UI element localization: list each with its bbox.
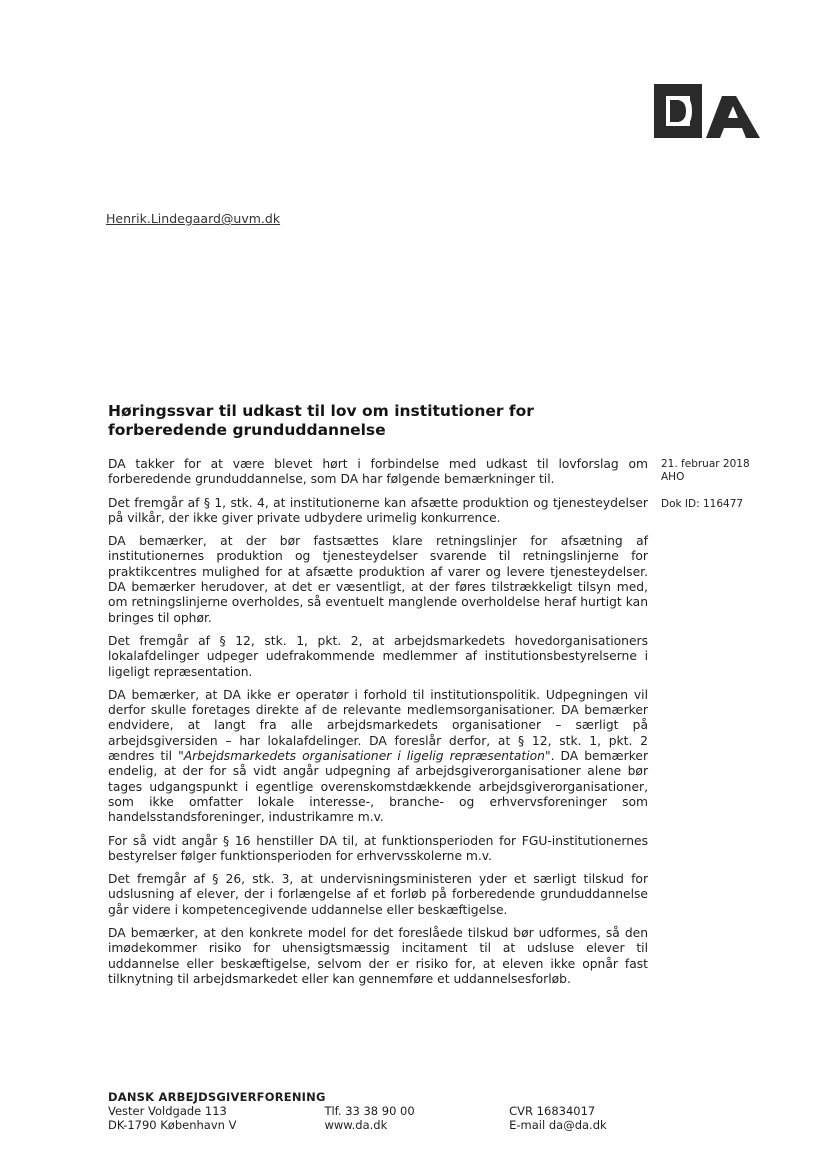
letter-footer: [108, 1090, 668, 1132]
organization-name: DANSK ARBEJDSGIVERFORENING: [108, 1090, 326, 1104]
da-logo: [652, 82, 762, 140]
author-initials: AHO: [661, 471, 685, 483]
paragraph: For så vidt angår § 16 henstiller DA til, at funktionsperioden for FGU-institutionernes bestyrelser følger funktionsperioden for erhvervsskolerne m.v.: [108, 833, 648, 863]
footer-contact: [324, 1104, 509, 1132]
paragraph: Det fremgår af § 1, stk. 4, at institutionerne kan afsætte produktion og tjenesteydelser på vilkår, der ikke giver private udbydere urimelig konkurrence.: [108, 495, 648, 525]
recipient-email: Henrik.Lindegaard@uvm.dk: [106, 211, 281, 226]
paragraph-text: . DA bemærker endelig, at der for så vidt angår udpegning af arbejdsgiverorganisationer alene bør tages udgangspunkt i egentlige overenskomstdækkende arbejdsgiverorganisationer, som ikke omfatter lokale interesse-, branche- og erhvervsforeninger som handelsstandsforeninger, industrikamre m.v.: [108, 749, 648, 825]
paragraph-text: DA bemærker, at DA ikke er operatør i forhold til institutionspolitik. Udpegningen vil derfor skulle foretages direkte af de relevante medlemsorganisationer. DA bemærker endvidere, at langt fra alle arbejdsmarkedets organisationer – særligt på arbejdsgiversiden – har lokalafdelinger. DA foreslår derfor, at § 12, stk. 1, pkt. 2 ændres til: [108, 687, 648, 764]
document-date: 21. februar 2018: [661, 458, 750, 470]
document-meta: [661, 458, 781, 511]
address-line: Vester Voldgade 113: [108, 1104, 227, 1118]
cvr-number: CVR 16834017: [509, 1104, 596, 1118]
paragraph: DA bemærker, at den konkrete model for det foreslåede tilskud bør udformes, så den imødekommer risiko for uhensigtsmæssig incitament til at udsluse elever til uddannelse eller beskæftigelse, selvom der er risiko for, at eleven ikke opnår fast tilknytning til arbejdsmarkedet eller kan gennemføre et uddannelsesforløb.: [108, 926, 648, 986]
footer-columns: [108, 1104, 668, 1132]
quoted-proposal: "Arbejdsmarkedets organisationer i ligelig repræsentation": [178, 749, 551, 764]
address-line: DK-1790 København V: [108, 1118, 237, 1132]
footer-registration: [509, 1104, 668, 1132]
paragraph: [108, 688, 648, 826]
footer-address: [108, 1104, 324, 1132]
paragraph: DA bemærker, at der bør fastsættes klare retningslinjer for afsætning af institutionernes produktion og tjenesteydelser svarende til retningslinjerne for praktikcentres mulighed for at afsætte produktion af varer og levere tjenesteydelser. DA bemærker herudover, at det er væsentligt, at der føres tilstrækkeligt tilsyn med, om retningslinjerne overholdes, så eventuelt manglende overholdelse heraf hurtigt kan bringes til ophør.: [108, 534, 648, 625]
website-link[interactable]: www.da.dk: [324, 1118, 388, 1132]
email-link[interactable]: E-mail da@da.dk: [509, 1118, 607, 1132]
phone-number: Tlf. 33 38 90 00: [324, 1104, 415, 1118]
paragraph: DA takker for at være blevet hørt i forbindelse med udkast til lovforslag om forberedende grunduddannelse, som DA har følgende bemærkninger til.: [108, 457, 648, 487]
paragraph: Det fremgår af § 12, stk. 1, pkt. 2, at arbejdsmarkedets hovedorganisationers lokalafdelinger udpeger udefrakommende medlemmer af institutionsbestyrelserne i ligeligt repræsentation.: [108, 633, 648, 679]
paragraph: Det fremgår af § 26, stk. 3, at undervisningsministeren yder et særligt tilskud for udslusning af elever, der i forlængelse af et forløb på forberedende grunduddannelse går videre i kompetencegivende uddannelse eller beskæftigelse.: [108, 872, 648, 917]
document-title: Høringssvar til udkast til lov om institutioner for forberedende grunduddannelse: [108, 402, 534, 439]
document-id: Dok ID: 116477: [661, 498, 744, 510]
letter-body: [108, 457, 648, 995]
